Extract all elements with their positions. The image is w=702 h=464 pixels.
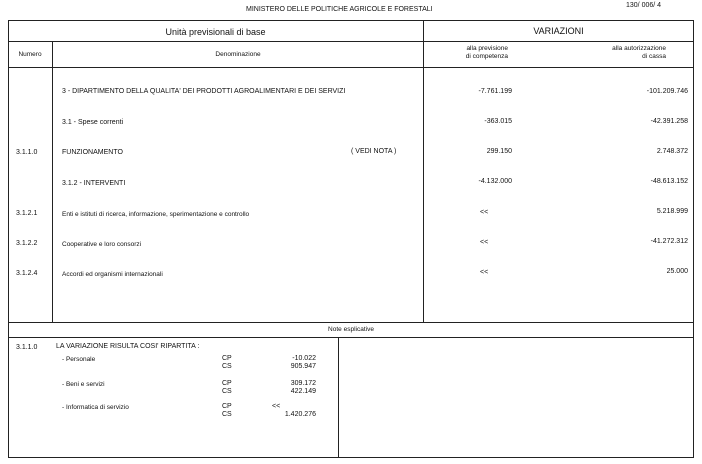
row-numero: 3.1.2.4 (16, 270, 38, 277)
row-denominazione: 3.1.2 - INTERVENTI (62, 180, 126, 187)
row-cassa: 2.748.372 (656, 148, 688, 155)
note-cp-value: -10.022 (292, 355, 316, 362)
row-numero: 3.1.1.0 (16, 149, 38, 156)
section-right-header: VARIAZIONI (533, 26, 584, 36)
row-denominazione: 3 - DIPARTIMENTO DELLA QUALITA' DEI PRODOTTI AGROALIMENTARI E DEI SERVIZI (62, 88, 346, 95)
note-cs-label: CS (222, 388, 232, 395)
row-competenza: 299.150 (486, 148, 512, 155)
row-cassa: -48.613.152 (650, 178, 688, 185)
row-cassa: -41.272.312 (650, 238, 688, 245)
row-cassa: -42.391.258 (650, 118, 688, 125)
note-cp-label: CP (222, 403, 232, 410)
note-item-label: - Beni e servizi (62, 381, 105, 388)
note-cp-value: << (272, 403, 281, 410)
ministry-header: MINISTERO DELLE POLITICHE AGRICOLE E FORESTALI (246, 6, 433, 13)
row-nota: ( VEDI NOTA ) (351, 148, 397, 155)
note-cs-value: 1.420.276 (284, 411, 316, 418)
row-competenza: -363.015 (484, 118, 512, 125)
note-cs-label: CS (222, 363, 232, 370)
note-cp-label: CP (222, 355, 232, 362)
row-cassa: 5.218.999 (656, 208, 688, 215)
note-cp-value: 309.172 (290, 380, 316, 387)
page-reference: 130/ 006/ 4 (626, 2, 662, 9)
row-denominazione: Cooperative e loro consorzi (62, 241, 142, 248)
row-competenza: << (480, 269, 489, 276)
note-item-label: - Informatica di servizio (62, 404, 129, 411)
note-cs-value: 422.149 (290, 388, 316, 395)
col-denominazione-header: Denominazione (215, 51, 261, 58)
note-cs-value: 905.947 (290, 363, 316, 370)
row-denominazione: Enti e istituti di ricerca, informazione, sperimentazione e controllo (62, 211, 250, 218)
row-cassa: 25.000 (666, 268, 688, 275)
notes-numero: 3.1.1.0 (16, 344, 38, 351)
row-numero: 3.1.2.1 (16, 210, 38, 217)
row-denominazione: 3.1 - Spese correnti (62, 119, 124, 126)
row-cassa: -101.209.746 (646, 88, 688, 95)
row-denominazione: Accordi ed organismi internazionali (62, 271, 163, 278)
note-item-label: - Personale (62, 356, 96, 363)
row-competenza: -7.761.199 (478, 88, 512, 95)
row-competenza: << (480, 209, 489, 216)
note-cp-label: CP (222, 380, 232, 387)
col-competenza-header: alla previsione di competenza (465, 45, 508, 60)
notes-heading: LA VARIAZIONE RISULTA COSI' RIPARTITA : (56, 343, 200, 350)
row-competenza: -4.132.000 (478, 178, 512, 185)
row-denominazione: FUNZIONAMENTO (62, 149, 123, 156)
col-numero-header: Numero (18, 51, 42, 58)
row-competenza: << (480, 239, 489, 246)
section-left-header: Unità previsionali di base (165, 27, 266, 37)
row-numero: 3.1.2.2 (16, 240, 38, 247)
notes-title: Note esplicative (328, 326, 374, 333)
col-cassa-header: alla autorizzazione di cassa (612, 45, 666, 60)
note-cs-label: CS (222, 411, 232, 418)
